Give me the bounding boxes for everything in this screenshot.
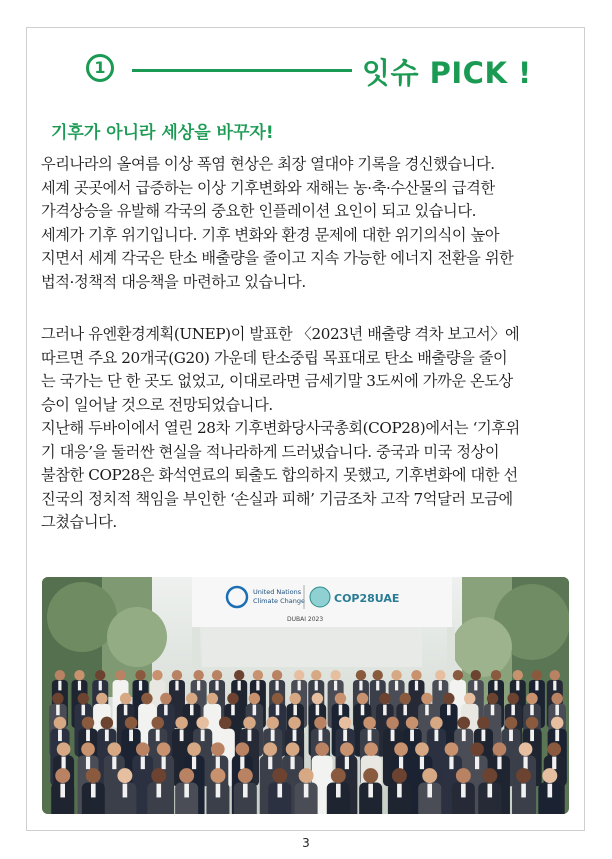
delegate-shirt — [304, 784, 309, 798]
delegate-shirt — [511, 705, 515, 716]
delegate-shirt — [99, 681, 102, 691]
delegate-shirt — [403, 705, 407, 716]
delegate-head — [160, 693, 171, 704]
delegate-head — [312, 693, 323, 704]
paragraph-2 — [41, 323, 577, 535]
delegate-head — [207, 693, 218, 704]
delegate-head — [493, 742, 507, 756]
delegate-head — [507, 693, 518, 704]
delegate-head — [314, 717, 326, 729]
delegate-shirt — [447, 705, 451, 716]
delegate-head — [272, 670, 282, 680]
text-line: 세계가 기후 위기입니다. 기후 변화와 환경 문제에 대한 위기의식이 높아 — [41, 225, 500, 244]
delegate-shirt — [197, 681, 200, 691]
text-line: 진국의 정치적 책임을 부인한 ‘손실과 피해’ 기금조차 고작 7억달러 모금에 — [41, 489, 513, 508]
delegate-head — [96, 693, 107, 704]
delegate-shirt — [427, 784, 432, 798]
delegate-head — [117, 768, 132, 783]
delegate-head — [152, 670, 162, 680]
delegate-head — [373, 670, 383, 680]
delegate-shirt — [253, 705, 257, 716]
delegate-shirt — [439, 681, 442, 691]
delegate-head — [357, 693, 368, 704]
delegate-shirt — [276, 681, 279, 691]
delegate-head — [526, 717, 538, 729]
page-number: 3 — [302, 836, 310, 850]
delegate-head — [430, 717, 442, 729]
delegate-shirt — [184, 784, 189, 798]
delegate-head — [125, 717, 137, 729]
delegate-shirt — [361, 705, 365, 716]
delegate-head — [193, 670, 203, 680]
delegate-head — [335, 693, 346, 704]
delegate-head — [519, 742, 533, 756]
delegate-shirt — [368, 784, 373, 798]
delegate-head — [227, 693, 238, 704]
delegate-head — [210, 768, 225, 783]
delegate-shirt — [474, 681, 477, 691]
delegate-shirt — [78, 681, 81, 691]
delegate-shirt — [190, 705, 194, 716]
delegate-head — [141, 693, 152, 704]
delegate-shirt — [343, 730, 347, 742]
delegate-shirt — [319, 730, 323, 742]
delegate-head — [330, 670, 340, 680]
delegate-shirt — [231, 705, 235, 716]
delegate-shirt — [86, 757, 90, 770]
delegate-shirt — [164, 705, 168, 716]
delegate-head — [263, 742, 277, 756]
text-line: 승이 일어날 것으로 전망되었습니다. — [41, 395, 273, 414]
delegate-shirt — [124, 705, 128, 716]
delegate-head — [411, 670, 421, 680]
delegate-shirt — [345, 757, 349, 770]
delegate-head — [236, 742, 250, 756]
text-line: 우리나라의 올여름 이상 폭염 현상은 최장 열대야 기록을 경신했습니다. — [41, 155, 495, 173]
delegate-shirt — [395, 681, 398, 691]
text-line: 세계 곳곳에서 급증하는 이상 기후변화와 재해는 농·축·수산물의 급격한 — [41, 178, 495, 197]
delegate-shirt — [530, 705, 534, 716]
delegate-shirt — [535, 681, 538, 691]
delegate-head — [86, 768, 101, 783]
delegate-head — [456, 768, 471, 783]
delegate-shirt — [336, 784, 341, 798]
delegate-shirt — [555, 705, 559, 716]
delegate-head — [81, 742, 95, 756]
delegate-head — [234, 670, 244, 680]
delegate-shirt — [60, 784, 65, 798]
delegate-shirt — [359, 681, 362, 691]
delegate-shirt — [368, 730, 372, 742]
delegate-head — [482, 768, 497, 783]
delegate-shirt — [58, 681, 61, 691]
delegate-head — [101, 717, 113, 729]
delegate-shirt — [548, 784, 553, 798]
delegate-shirt — [139, 681, 142, 691]
delegate-head — [464, 693, 475, 704]
delegate-head — [526, 693, 537, 704]
delegate-head — [394, 742, 408, 756]
delegate-head — [445, 742, 459, 756]
text-line: 지면서 세계 각국은 탄소 배출량을 줄이고 지속 가능한 에너지 전환을 위한 — [41, 249, 514, 267]
un-logo-text: United Nations — [253, 588, 302, 596]
delegate-head — [491, 670, 501, 680]
article-subtitle: 기후가 아니라 세상을 바꾸자! — [51, 123, 274, 143]
delegate-shirt — [376, 681, 379, 691]
delegate-head — [55, 768, 70, 783]
delegate-head — [453, 670, 463, 680]
paragraph-1 — [41, 153, 577, 294]
delegate-shirt — [56, 705, 60, 716]
delegate-shirt — [397, 784, 402, 798]
delegate-head — [443, 693, 454, 704]
delegate-head — [286, 742, 300, 756]
delegate-head — [550, 670, 560, 680]
dubai-2023-text: DUBAI 2023 — [287, 616, 324, 623]
delegate-shirt — [216, 757, 220, 770]
delegate-head — [82, 717, 94, 729]
text-line: 그러나 유엔환경계획(UNEP)이 발표한 〈2023년 배출량 격차 보고서〉에 — [41, 325, 520, 343]
delegate-head — [356, 670, 366, 680]
delegate-head — [115, 670, 125, 680]
text-line: 는 국가는 단 한 곳도 없었고, 이대로라면 금세기말 3도씨에 가까운 온도상 — [41, 372, 513, 390]
delegate-shirt — [293, 730, 297, 742]
delegate-head — [379, 693, 390, 704]
delegate-head — [551, 717, 563, 729]
delegate-shirt — [410, 730, 414, 742]
delegate-head — [340, 742, 354, 756]
delegate-shirt — [86, 730, 90, 742]
delegate-head — [52, 693, 63, 704]
delegate-shirt — [290, 757, 294, 770]
delegate-head — [363, 768, 378, 783]
delegate-head — [415, 742, 429, 756]
delegate-head — [392, 768, 407, 783]
delegate-shirt — [271, 730, 275, 742]
text-line: 법적·정책적 대응책을 마련하고 있습니다. — [41, 272, 306, 291]
delegate-head — [505, 717, 517, 729]
delegate-head — [272, 693, 283, 704]
delegate-shirt — [91, 784, 96, 798]
delegate-head — [249, 693, 260, 704]
delegate-head — [253, 670, 263, 680]
delegate-head — [471, 670, 481, 680]
cop28-group-photo — [42, 577, 569, 814]
delegate-head — [175, 717, 187, 729]
section-number-badge: 1 — [86, 54, 114, 82]
delegate-head — [196, 717, 208, 729]
delegate-head — [107, 742, 121, 756]
delegate-head — [513, 670, 523, 680]
delegate-head — [542, 768, 557, 783]
delegate-shirt — [215, 681, 218, 691]
delegate-shirt — [497, 757, 501, 770]
text-line: 불참한 COP28은 화석연료의 퇴출도 합의하지 못했고, 기후변화에 대한 선 — [41, 466, 518, 484]
delegate-head — [311, 670, 321, 680]
delegate-head — [151, 768, 166, 783]
section-title: 잇슈 PICK ! — [362, 56, 532, 90]
delegate-head — [532, 670, 542, 680]
delegate-shirt — [180, 730, 184, 742]
delegate-shirt — [156, 784, 161, 798]
delegate-head — [151, 717, 163, 729]
delegate-shirt — [201, 730, 205, 742]
delegate-shirt — [129, 730, 133, 742]
delegate-shirt — [462, 730, 466, 742]
delegate-shirt — [487, 784, 492, 798]
delegate-head — [55, 670, 65, 680]
delegate-head — [219, 717, 231, 729]
delegate-shirt — [240, 757, 244, 770]
delegate-head — [136, 742, 150, 756]
delegate-head — [551, 693, 562, 704]
delegate-head — [299, 768, 314, 783]
delegate-head — [120, 693, 131, 704]
delegate-head — [391, 670, 401, 680]
delegate-shirt — [383, 705, 387, 716]
delegate-shirt — [494, 681, 497, 691]
delegate-head — [243, 717, 255, 729]
delegate-shirt — [293, 705, 297, 716]
delegate-head — [364, 742, 378, 756]
delegate-head — [458, 717, 470, 729]
delegate-shirt — [162, 757, 166, 770]
delegate-head — [477, 717, 489, 729]
delegate-shirt — [248, 730, 252, 742]
delegate-shirt — [425, 705, 429, 716]
delegate-shirt — [175, 681, 178, 691]
delegate-shirt — [276, 705, 280, 716]
delegate-shirt — [315, 681, 318, 691]
text-line: 지난해 두바이에서 열린 28차 기후변화당사국총회(COP28)에서는 ‘기후위 — [41, 419, 520, 437]
delegate-head — [386, 717, 398, 729]
delegate-head — [74, 670, 84, 680]
delegate-head — [187, 742, 201, 756]
text-line: 따르면 주요 20개국(G20) 가운데 탄소중립 목표대로 탄소 배출량을 줄이 — [41, 348, 508, 367]
delegate-head — [363, 717, 375, 729]
delegate-head — [238, 768, 253, 783]
text-line: 가격상승을 유발해 각국의 중요한 인플레이션 요인이 되고 있습니다. — [41, 202, 477, 220]
delegate-shirt — [82, 705, 86, 716]
delegate-shirt — [192, 757, 196, 770]
delegate-shirt — [156, 730, 160, 742]
delegate-shirt — [216, 784, 221, 798]
delegate-shirt — [61, 757, 65, 770]
text-line: 그쳤습니다. — [41, 513, 117, 531]
delegate-head — [78, 693, 89, 704]
delegate-head — [294, 670, 304, 680]
delegate-head — [212, 670, 222, 680]
delegate-shirt — [509, 730, 513, 742]
delegate-head — [57, 742, 71, 756]
delegate-shirt — [552, 757, 556, 770]
delegate-shirt — [243, 784, 248, 798]
delegate-head — [135, 670, 145, 680]
delegate-head — [272, 768, 287, 783]
delegate-shirt — [112, 757, 116, 770]
delegate-shirt — [238, 681, 241, 691]
text-line: 기 대응’을 둘러싼 현실을 적나라하게 드러냈습니다. 중국과 미국 정상이 — [41, 442, 500, 461]
delegate-shirt — [141, 757, 145, 770]
delegate-shirt — [461, 784, 466, 798]
delegate-head — [435, 670, 445, 680]
delegate-head — [487, 693, 498, 704]
delegate-shirt — [491, 705, 495, 716]
delegate-shirt — [316, 705, 320, 716]
delegate-shirt — [298, 681, 301, 691]
delegate-shirt — [399, 757, 403, 770]
delegate-shirt — [391, 730, 395, 742]
delegate-head — [315, 742, 329, 756]
section-header — [86, 52, 536, 92]
delegate-shirt — [256, 681, 259, 691]
delegate-head — [288, 717, 300, 729]
delegate-head — [54, 717, 66, 729]
delegate-shirt — [521, 784, 526, 798]
delegate-head — [157, 742, 171, 756]
delegate-head — [186, 693, 197, 704]
delegate-head — [547, 742, 561, 756]
delegate-head — [179, 768, 194, 783]
delegate-head — [516, 768, 531, 783]
delegate-head — [95, 670, 105, 680]
delegate-shirt — [339, 705, 343, 716]
delegate-head — [331, 768, 346, 783]
delegate-head — [266, 717, 278, 729]
delegate-shirt — [268, 757, 272, 770]
delegate-head — [172, 670, 182, 680]
delegate-shirt — [475, 757, 479, 770]
delegate-shirt — [530, 730, 534, 742]
delegate-shirt — [553, 681, 556, 691]
delegate-head — [470, 742, 484, 756]
delegate-shirt — [516, 681, 519, 691]
delegate-head — [399, 693, 410, 704]
delegate-shirt — [123, 784, 128, 798]
delegate-shirt — [334, 681, 337, 691]
delegate-head — [211, 742, 225, 756]
delegate-shirt — [523, 757, 527, 770]
cop28-logo-text: COP28UAE — [334, 592, 400, 605]
delegate-shirt — [481, 730, 485, 742]
delegate-head — [339, 717, 351, 729]
delegate-head — [422, 768, 437, 783]
delegate-shirt — [434, 730, 438, 742]
header-rule — [132, 69, 352, 72]
delegate-shirt — [58, 730, 62, 742]
delegate-head — [289, 693, 300, 704]
delegate-shirt — [277, 784, 282, 798]
delegate-shirt — [555, 730, 559, 742]
delegate-shirt — [105, 730, 109, 742]
delegate-shirt — [415, 681, 418, 691]
un-logo-subtext: Climate Change — [253, 597, 305, 605]
delegate-head — [421, 693, 432, 704]
delegate-shirt — [420, 757, 424, 770]
delegate-head — [406, 717, 418, 729]
delegate-shirt — [449, 757, 453, 770]
